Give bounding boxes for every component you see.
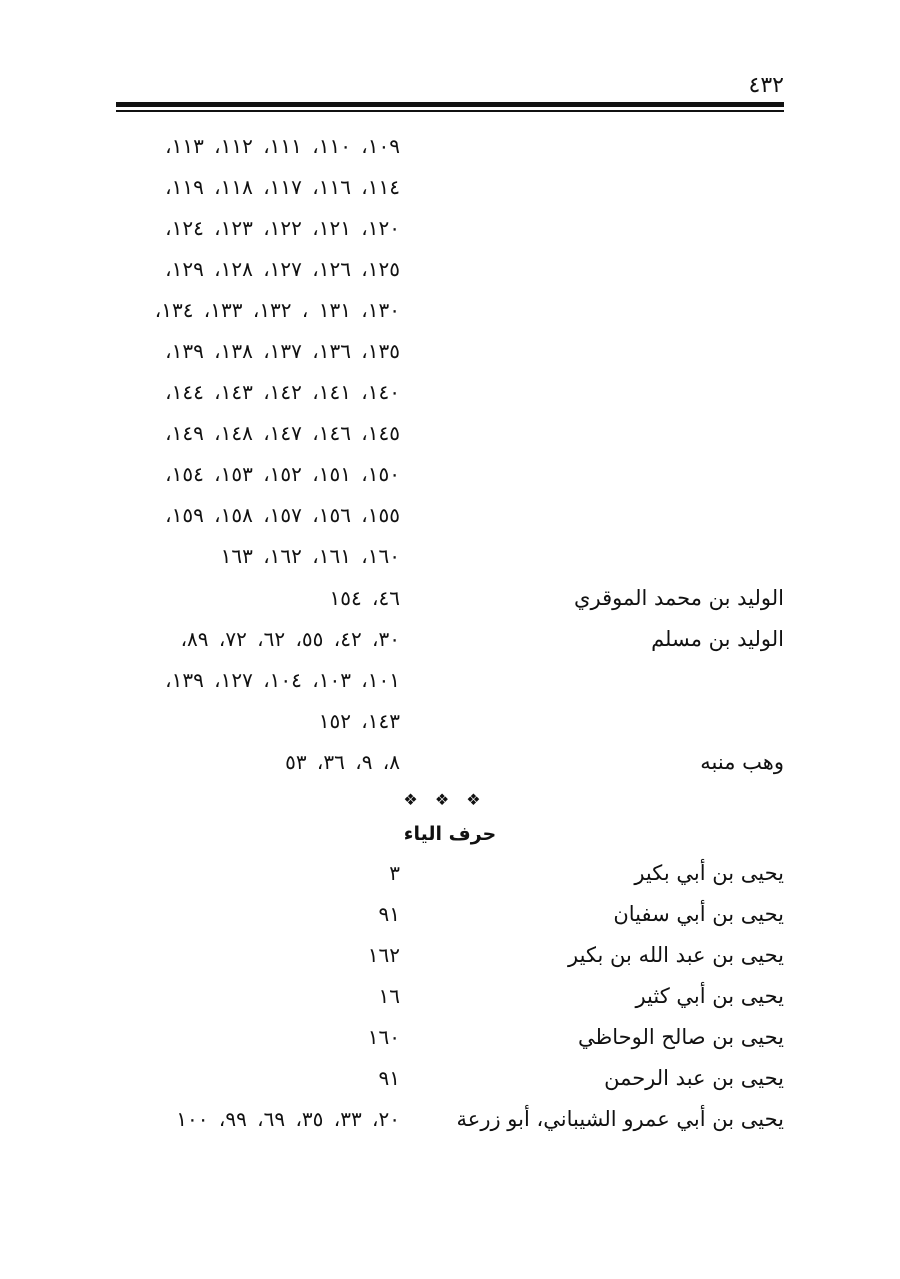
- index-entry: [0, 1099, 900, 1139]
- page-list: ١٦٢: [367, 943, 400, 967]
- page-list: ١٠١، ١٠٣، ١٠٤، ١٢٧، ١٣٩،: [165, 668, 400, 692]
- index-continuation-line: [0, 454, 900, 494]
- page-list: ١٠٩، ١١٠، ١١١، ١١٢، ١١٣،: [165, 134, 400, 158]
- index-continuation-line: [0, 167, 900, 207]
- index-entry: [0, 619, 900, 659]
- index-continuation-line: [0, 290, 900, 330]
- page-list: ٣: [389, 861, 400, 885]
- page-list: ١٥٠، ١٥١، ١٥٢، ١٥٣، ١٥٤،: [165, 462, 400, 486]
- page-list: ٨، ٩، ٣٦، ٥٣: [285, 750, 400, 774]
- page-list: ٩١: [378, 1066, 400, 1090]
- page-list: ١٣٥، ١٣٦، ١٣٧، ١٣٨، ١٣٩،: [165, 339, 400, 363]
- index-continuation-line: [0, 208, 900, 248]
- page-number: ٤٣٢: [748, 73, 784, 98]
- entry-name: الوليد بن مسلم: [651, 627, 784, 651]
- page-list: ٣٠، ٤٢، ٥٥، ٦٢، ٧٢، ٨٩،: [180, 627, 400, 651]
- index-entry: [0, 894, 900, 934]
- page-list: ١٢٥، ١٢٦، ١٢٧، ١٢٨، ١٢٩،: [165, 257, 400, 281]
- page-list: ١٢٠، ١٢١، ١٢٢، ١٢٣، ١٢٤،: [165, 216, 400, 240]
- index-entry: [0, 1058, 900, 1098]
- page-list: ١٤٣، ١٥٢: [318, 709, 400, 733]
- index-continuation-line: [0, 495, 900, 535]
- page-list: ١٥٥، ١٥٦، ١٥٧، ١٥٨، ١٥٩،: [165, 503, 400, 527]
- index-entry: [0, 742, 900, 782]
- section-divider-ornament: ❖ ❖ ❖: [403, 790, 487, 809]
- page-list: ٢٠، ٣٣، ٣٥، ٦٩، ٩٩، ١٠٠: [176, 1107, 400, 1131]
- entry-name: وهب منبه: [700, 750, 784, 774]
- header-rule-thin: [116, 110, 784, 112]
- index-continuation-line: [0, 331, 900, 371]
- entry-name: يحيى بن أبي كثير: [635, 984, 784, 1008]
- section-heading: حرف الياء: [403, 823, 497, 845]
- entry-name: الوليد بن محمد الموقري: [574, 586, 784, 610]
- index-continuation-line: [0, 536, 900, 576]
- index-entry: [0, 853, 900, 893]
- index-entry: [0, 1017, 900, 1057]
- entry-name: يحيى بن أبي سفيان: [613, 902, 784, 926]
- page-list: ١٤٠، ١٤١، ١٤٢، ١٤٣، ١٤٤،: [165, 380, 400, 404]
- index-continuation-line: [0, 249, 900, 289]
- index-entry: [0, 578, 900, 618]
- entry-name: يحيى بن أبي بكير: [634, 861, 784, 885]
- page-list: ١١٤، ١١٦، ١١٧، ١١٨، ١١٩،: [165, 175, 400, 199]
- page-list: ١٣٠، ١٣١ ، ١٣٢، ١٣٣، ١٣٤،: [154, 298, 400, 322]
- entry-name: يحيى بن أبي عمرو الشيباني، أبو زرعة: [456, 1107, 784, 1131]
- index-entry: [0, 935, 900, 975]
- index-continuation-line: [0, 701, 900, 741]
- page-list: ١٦٠: [367, 1025, 400, 1049]
- index-continuation-line: [0, 126, 900, 166]
- page-list: ١٤٥، ١٤٦، ١٤٧، ١٤٨، ١٤٩،: [165, 421, 400, 445]
- header-rule-thick: [116, 102, 784, 107]
- page-list: ٩١: [378, 902, 400, 926]
- entry-name: يحيى بن عبد الله بن بكير: [568, 943, 784, 967]
- index-continuation-line: [0, 413, 900, 453]
- index-continuation-line: [0, 372, 900, 412]
- index-entry: [0, 976, 900, 1016]
- page-list: ١٦: [378, 984, 400, 1008]
- index-continuation-line: [0, 660, 900, 700]
- page-list: ١٦٠، ١٦١، ١٦٢، ١٦٣: [220, 544, 400, 568]
- entry-name: يحيى بن عبد الرحمن: [604, 1066, 784, 1090]
- entry-name: يحيى بن صالح الوحاظي: [578, 1025, 784, 1049]
- page-list: ٤٦، ١٥٤: [329, 586, 400, 610]
